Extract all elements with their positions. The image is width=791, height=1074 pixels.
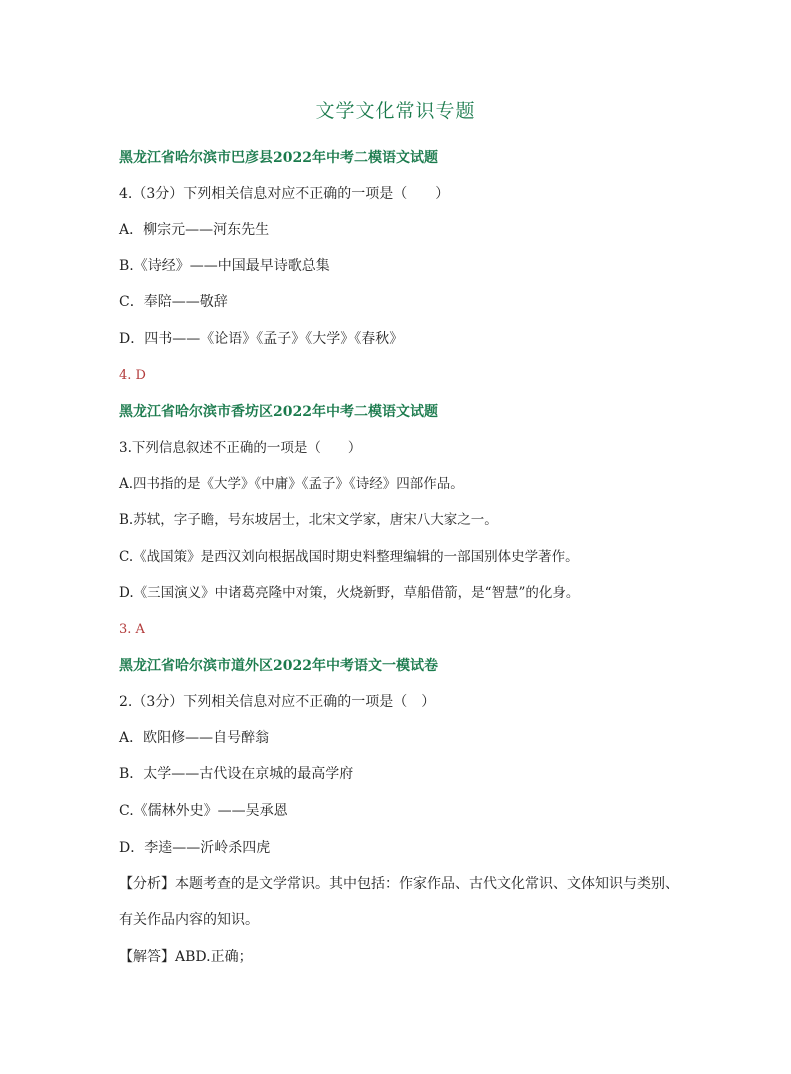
analysis-text: 【分析】本题考查的是文学常识。其中包括：作家作品、古代文化常识、文体知识与类别、	[119, 876, 679, 892]
option-b: B．太学——古代设在京城的最高学府	[119, 766, 354, 782]
question-stem: 4.（3分）下列相关信息对应不正确的一项是（ ）	[119, 186, 450, 202]
page-title: 文学文化常识专题	[315, 100, 476, 122]
question-stem: 2.（3分）下列相关信息对应不正确的一项是（ ）	[119, 694, 436, 710]
section-heading: 黑龙江省哈尔滨市道外区2022年中考语文一模试卷	[119, 658, 438, 674]
section-heading: 黑龙江省哈尔滨市巴彦县2022年中考二模语文试题	[119, 150, 438, 166]
question-stem: 3.下列信息叙述不正确的一项是（ ）	[119, 440, 362, 456]
solution-text: 【解答】ABD.正确；	[119, 949, 253, 965]
option-c: C．奉陪——敬辞	[119, 294, 228, 310]
option-c: C.《战国策》是西汉刘向根据战国时期史料整理编辑的一部国别体史学著作。	[119, 549, 579, 565]
option-d: D.《三国演义》中诸葛亮隆中对策，火烧新野，草船借箭，是“智慧”的化身。	[119, 585, 580, 601]
option-c: C.《儒林外史》——吴承恩	[119, 803, 288, 819]
option-d: D．李逵——沂岭杀四虎	[119, 840, 271, 856]
option-b: B.苏轼，字子瞻，号东坡居士，北宋文学家，唐宋八大家之一。	[119, 512, 498, 528]
option-a: A．欧阳修——自号醉翁	[119, 730, 270, 746]
analysis-text-continued: 有关作品内容的知识。	[119, 912, 259, 928]
option-a: A.四书指的是《大学》《中庸》《孟子》《诗经》四部作品。	[119, 476, 464, 492]
answer-label: 3. A	[119, 622, 145, 637]
section-heading: 黑龙江省哈尔滨市香坊区2022年中考二模语文试题	[119, 404, 438, 420]
option-a: A．柳宗元——河东先生	[119, 222, 270, 238]
option-d: D．四书——《论语》《孟子》《大学》《春秋》	[119, 331, 404, 347]
option-b: B.《诗经》——中国最早诗歌总集	[119, 258, 330, 274]
answer-label: 4. D	[119, 368, 146, 383]
